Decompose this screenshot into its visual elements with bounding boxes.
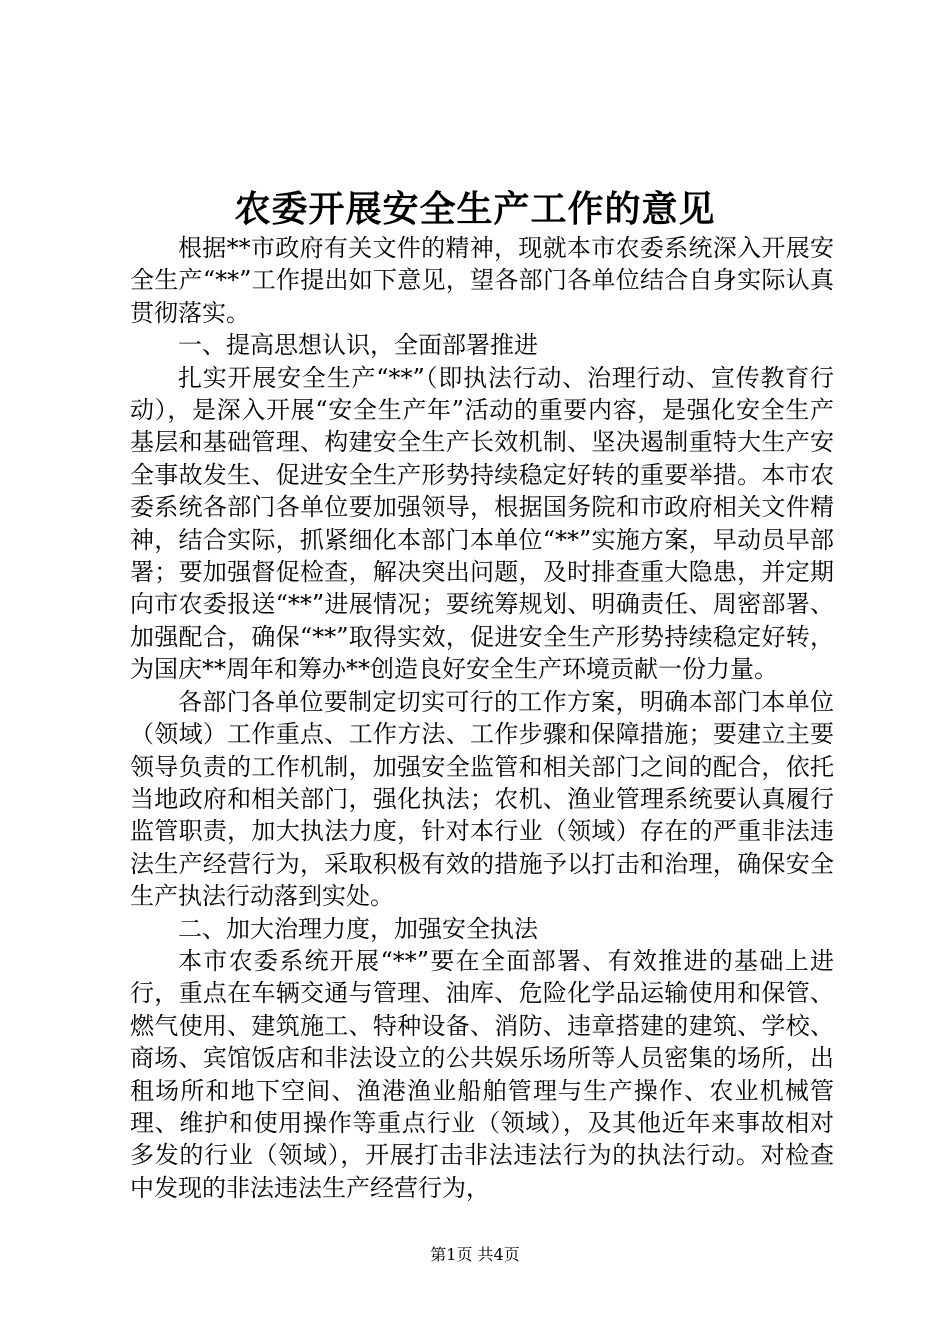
paragraph-section-1-a: 扎实开展安全生产“**”（即执法行动、治理行动、宣传教育行动），是深入开展“安全生产年”活动的重要内容，是强化安全生产基层和基础管理、构建安全生产长效机制、坚决遏制重特大生产安全事故发生、促进安全生产形势持续稳定好转的重要举措。本市农委系统各部门各单位要加强领导，根据国务院和市政府相关文件精神，结合实际，抓紧细化本部门本单位“**”实施方案，早动员早部署；要加强督促检查，解决突出问题，及时排查重大隐患，并定期向市农委报送“**”进展情况；要统筹规划、明确责任、周密部署、加强配合，确保“**”取得实效，促进安全生产形势持续稳定好转，为国庆**周年和筹办**创造良好安全生产环境贡献一份力量。 [130,363,834,684]
paragraph-intro: 根据**市政府有关文件的精神，现就本市农委系统深入开展安全生产“**”工作提出如下意见，望各部门各单位结合自身实际认真贯彻落实。 [130,234,834,327]
paragraph-section-2-a: 本市农委系统开展“**”要在全面部署、有效推进的基础上进行，重点在车辆交通与管理、油库、危险化学品运输使用和保管、燃气使用、建筑施工、特种设备、消防、违章搭建的建筑、学校、商场、宾馆饭店和非法设立的公共娱乐场所等人员密集的场所，出租场所和地下空间、渔港渔业船舶管理与生产操作、农业机械管理、维护和使用操作等重点行业（领域），及其他近年来事故相对多发的行业（领域），开展打击非法违法行为的执法行动。对检查中发现的非法违法生产经营行为， [130,946,834,1202]
page-footer: 第1页 共4页 [430,1245,520,1264]
section-heading-2: 二、加大治理力度，加强安全执法 [178,914,538,943]
section-heading-1: 一、提高思想认识，全面部署推进 [178,331,538,360]
document-body [130,232,834,1204]
paragraph-section-1-b: 各部门各单位要制定切实可行的工作方案，明确本部门本单位（领域）工作重点、工作方法、工作步骤和保障措施；要建立主要领导负责的工作机制，加强安全监管和相关部门之间的配合，依托当地政府和相关部门，强化执法；农机、渔业管理系统要认真履行监管职责，加大执法力度，针对本行业（领域）存在的严重非法违法生产经营行为，采取积极有效的措施予以打击和治理，确保安全生产执法行动落到实处。 [130,687,834,911]
document-title: 农委开展安全生产工作的意见 [234,188,716,230]
